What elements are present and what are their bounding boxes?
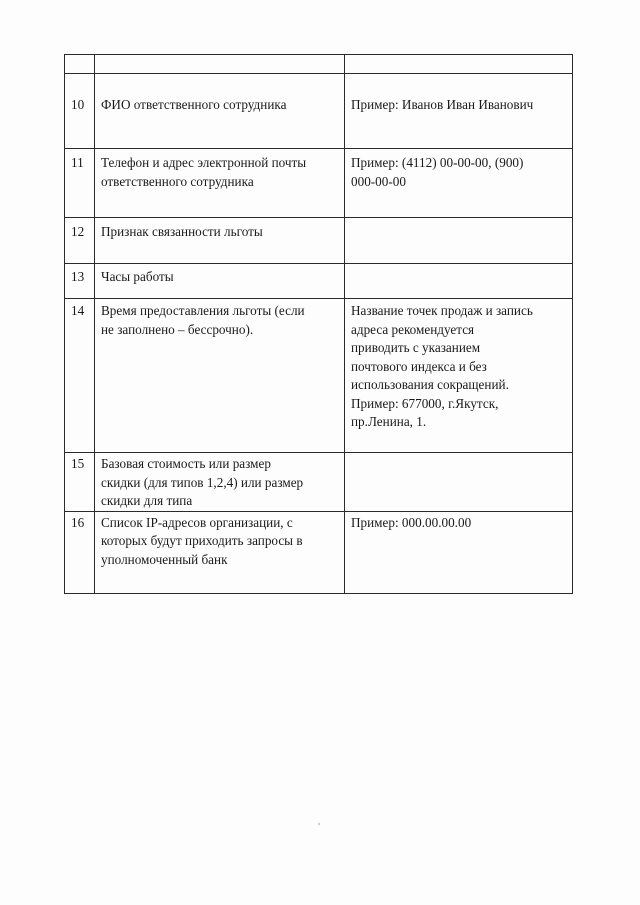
scan-speck xyxy=(318,823,320,825)
table-row xyxy=(65,264,573,299)
table-row xyxy=(65,149,573,218)
field-example xyxy=(345,264,573,299)
field-example: Название точек продаж и запись адреса рекомендуется приводить с указанием почтового индекса и без использования сокращений. Пример: 677000, г.Якутск, пр.Ленина, 1. xyxy=(345,299,573,453)
table-row xyxy=(65,299,573,453)
field-name: ФИО ответственного сотрудника xyxy=(95,74,345,149)
field-example: Пример: Иванов Иван Иванович xyxy=(345,74,573,149)
row-number: 16 xyxy=(65,511,95,593)
table-row xyxy=(65,74,573,149)
table-cell xyxy=(345,55,573,74)
table-cell xyxy=(95,55,345,74)
row-number: 15 xyxy=(65,453,95,512)
row-number: 13 xyxy=(65,264,95,299)
field-example: Пример: (4112) 00-00-00, (900) 000-00-00 xyxy=(345,149,573,218)
form-fields-table xyxy=(64,54,573,594)
table-row xyxy=(65,511,573,593)
row-number: 12 xyxy=(65,218,95,264)
table-cell xyxy=(65,55,95,74)
field-name: Список IP-адресов организации, с которых будут приходить запросы в уполномоченный банк xyxy=(95,511,345,593)
row-number: 10 xyxy=(65,74,95,149)
row-number: 14 xyxy=(65,299,95,453)
field-name: Признак связанности льготы xyxy=(95,218,345,264)
table-header-row xyxy=(65,55,573,74)
field-name: Телефон и адрес электронной почты ответственного сотрудника xyxy=(95,149,345,218)
field-example xyxy=(345,218,573,264)
field-name: Время предоставления льготы (если не заполнено – бессрочно). xyxy=(95,299,345,453)
row-number: 11 xyxy=(65,149,95,218)
field-example xyxy=(345,453,573,512)
table-row xyxy=(65,453,573,512)
table-row xyxy=(65,218,573,264)
field-example: Пример: 000.00.00.00 xyxy=(345,511,573,593)
field-name: Базовая стоимость или размер скидки (для типов 1,2,4) или размер скидки для типа xyxy=(95,453,345,512)
field-name: Часы работы xyxy=(95,264,345,299)
